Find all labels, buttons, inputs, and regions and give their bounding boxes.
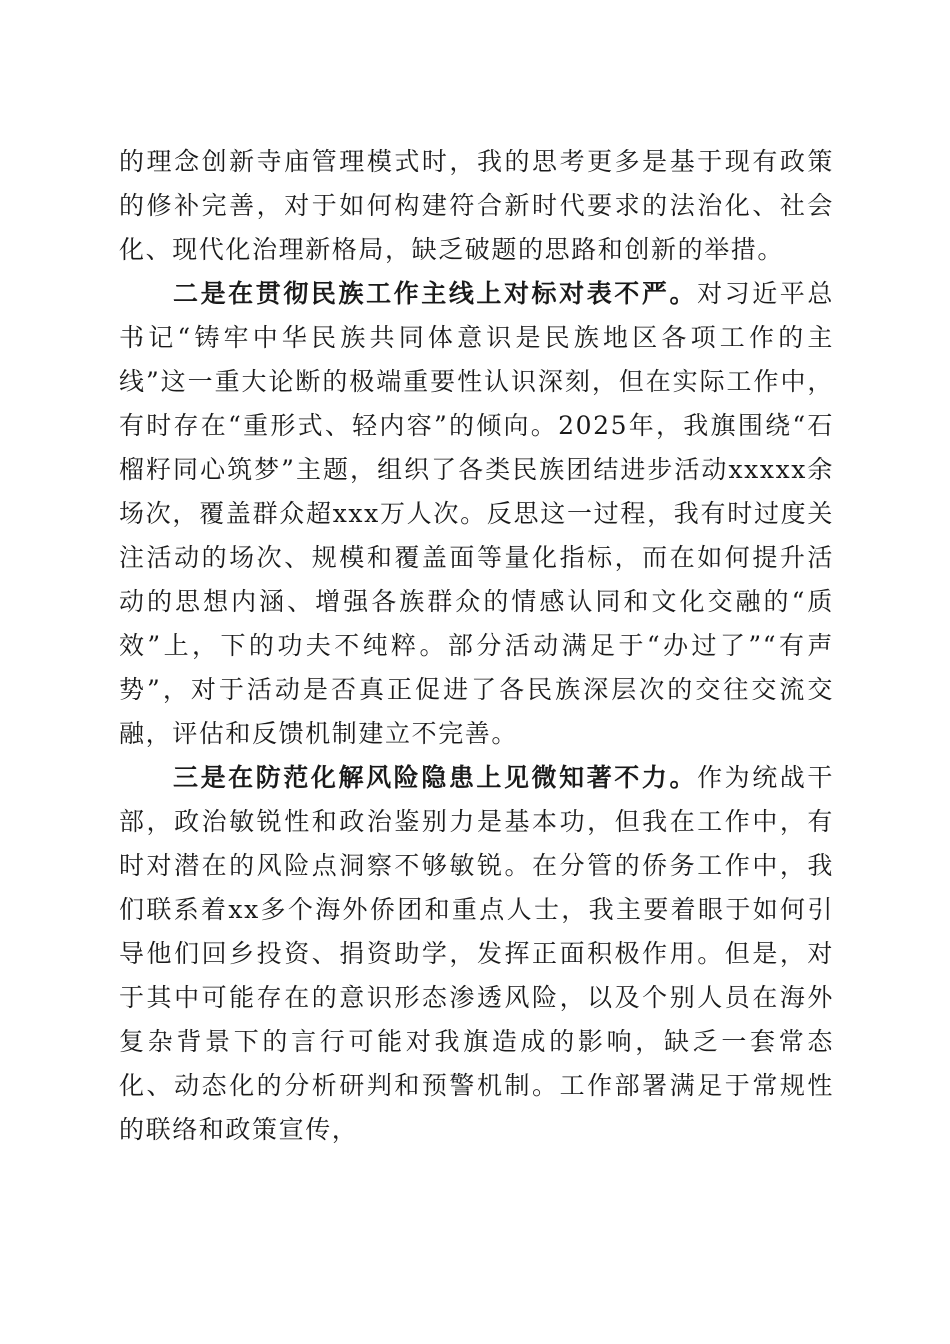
paragraph-1 <box>119 140 834 272</box>
paragraph-2 <box>119 272 834 756</box>
paragraph-1-text: 的理念创新寺庙管理模式时，我的思考更多是基于现有政策的修补完善，对于如何构建符合新时代要求的法治化、社会化、现代化治理新格局，缺乏破题的思路和创新的举措。 <box>119 147 834 264</box>
paragraph-3 <box>119 756 834 1152</box>
document-body <box>119 140 834 1152</box>
paragraph-3-text: 作为统战干部，政治敏锐性和政治鉴别力是基本功，但我在工作中，有时对潜在的风险点洞察不够敏锐。在分管的侨务工作中，我们联系着xx多个海外侨团和重点人士，我主要着眼于如何引导他们回乡投资、捐资助学，发挥正面积极作用。但是，对于其中可能存在的意识形态渗透风险，以及个别人员在海外复杂背景下的言行可能对我旗造成的影响，缺乏一套常态化、动态化的分析研判和预警机制。工作部署满足于常规性的联络和政策宣传， <box>119 763 834 1144</box>
paragraph-2-text: 对习近平总书记“铸牢中华民族共同体意识是民族地区各项工作的主线”这一重大论断的极端重要性认识深刻，但在实际工作中，有时存在“重形式、轻内容”的倾向。2025年，我旗围绕“石榴籽同心筑梦”主题，组织了各类民族团结进步活动xxxxx余场次，覆盖群众超xxx万人次。反思这一过程，我有时过度关注活动的场次、规模和覆盖面等量化指标，而在如何提升活动的思想内涵、增强各族群众的情感认同和文化交融的“质效”上，下的功夫不纯粹。部分活动满足于“办过了”“有声势”，对于活动是否真正促进了各民族深层次的交往交流交融，评估和反馈机制建立不完善。 <box>119 279 834 748</box>
paragraph-2-lead: 二是在贯彻民族工作主线上对标对表不严。 <box>173 279 698 308</box>
paragraph-3-lead: 三是在防范化解风险隐患上见微知著不力。 <box>173 763 698 792</box>
